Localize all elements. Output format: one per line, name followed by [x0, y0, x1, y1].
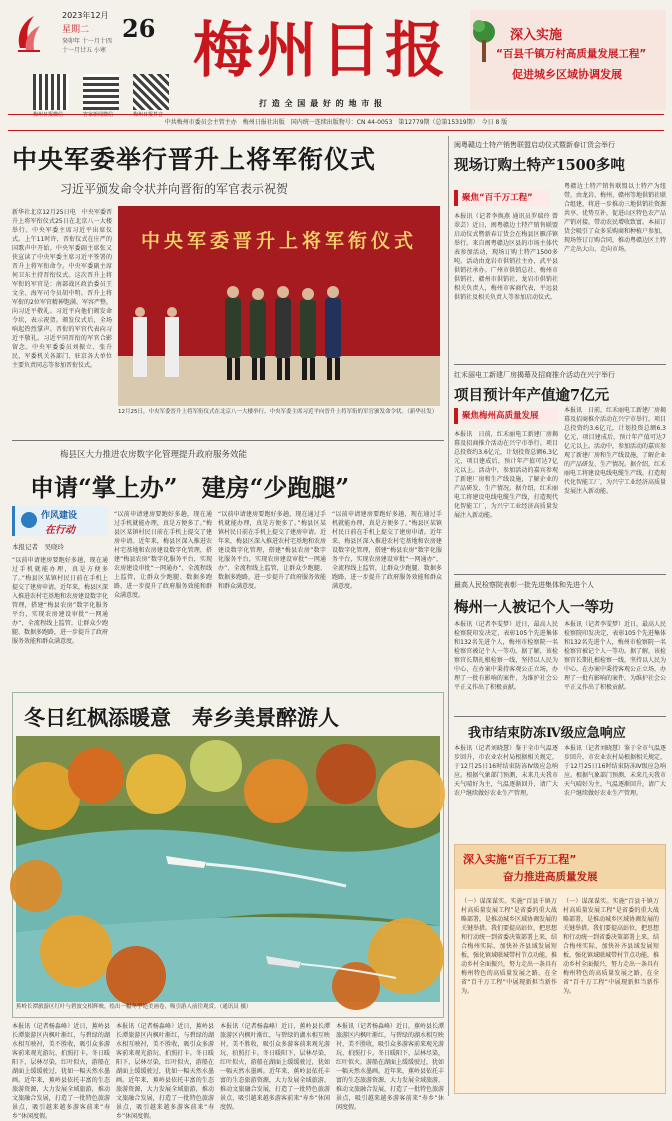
- mid-headline[interactable]: 申请“掌上办” 建房“少跑腿”: [30, 473, 350, 502]
- section-tag: 聚焦“百千万工程”: [454, 190, 550, 206]
- right2-kicker: 红禾丽电工新建厂房揭幕及招商推介活动在兴宁举行: [454, 371, 615, 379]
- photo-feature-headline[interactable]: 冬日红枫添暖意 寿乡美景醉游人: [24, 705, 339, 730]
- right3-kicker: 最高人民检察院表彰一批先进集体和先进个人: [454, 581, 594, 589]
- right1-body-col2: 粤赣边土特产销售联盟以土特产为纽带，由龙岩、梅州、赣州等地供销社联合组建，将进一步推动三地供销社资源共享、优势互补，促进山区特色农产品产销对接，带动农民增收致富。本届订货会吸引了众多采购商和种植户参加，现场签订订购合同，推动粤赣边区土特产走出大山、走向市场。: [564, 183, 667, 253]
- date-panel: [48, 10, 158, 66]
- day-number: 26: [122, 14, 156, 43]
- mid-body-col4: “以前申请建房要跑好多趟，现在通过手机就能办理，真是方便多了。”梅县区某镇村民日前在手机上提交了建房申请。近年来，梅县区深入推进农村宅基地和农房建设数字化管理，搭建“梅县农房”数字化服务平台，实现农房建设审批“一网通办”、全流程线上监管，让群众少跑腿、数据多跑路，进一步提升了政府服务效能和群众满意度。: [332, 511, 442, 590]
- mid-body-col3: “以前申请建房要跑好多趟，现在通过手机就能办理，真是方便多了。”梅县区某镇村民日前在手机上提交了建房申请。近年来，梅县区深入推进农村宅基地和农房建设数字化管理，搭建“梅县农房”数字化服务平台，实现农房建设审批“一网通办”、全流程线上监管，让群众少跑腿、数据多跑路，进一步提升了政府服务效能和群众满意度。: [218, 511, 327, 590]
- newspaper-title: 梅州日报: [193, 16, 449, 86]
- ceremony-photo: [118, 206, 440, 406]
- lead-body-text: 新华社北京12月25日电 中央军委晋升上将军衔仪式25日在北京八一大楼举行。中央军委主席习近平出席仪式。上午11时许，晋衔仪式在庄严的国歌声中开始。中央军委副主席张又侠宣读了中央军委主席习近平签署的晋升上将军衔命令。中央军委副主席何卫东主持晋衔仪式。这次晋升上将军衔的军官是：南部战区政治委员王文全、海军司令员胡中明。晋升上将军衔的2位军官精神饱满、军容严整，向习近平敬礼。习近平向他们颁发命令状，表示祝贺。颁发仪式后，全场响起热烈掌声。晋衔的军官代表向习近平敬礼。习近平同晋衔的军官合影留念。中央军委委员刘振立、张升民，军委机关各部门、驻京各大单位主要负责同志等参加晋衔仪式。: [12, 209, 112, 369]
- section-tag: 聚焦梅州高质量发展: [454, 408, 558, 424]
- right2-body-col2: 本报讯 日前，红禾丽电工新建厂房揭幕及招商推介活动在兴宁市举行。项目总投资约3.6亿元，计划投资总额6.3亿元，项目建成后，预计年产值可达7亿元以上。活动中，参加活动的嘉宾参观了新建厂房和生产线设施，了解企业的产品研发、生产情况。据介绍，红禾丽电工将建设电线电缆生产线，打造现代化智能工厂，为兴宁工业经济高质量发展注入新动能。: [564, 407, 667, 495]
- right3-headline[interactable]: 梅州一人被记个人一等功: [454, 599, 614, 616]
- solar-term: 十一月廿五 小寒: [62, 47, 106, 54]
- campaign-badge-icon: [21, 512, 37, 528]
- right1-headline[interactable]: 现场订购土特产1500多吨: [454, 157, 625, 174]
- honor-guard: [122, 302, 192, 386]
- right1-body-col1: 本报讯（记者李焕燕 通讯员罗瑞玲 曾翠芸）近日，闽粤赣边土特产销售联盟启动仪式暨新春订货会在梅县区雁洋镇举行。来自闽粤赣边区县的市场主体代表参加活动，现场订购土特产1500多吨。活动由龙岩市供销社主办，武平县供销社承办。广州市供销总社、梅州市供销社、赣州市供销社、龙岩市供销社相关负责人，梅州市客商代表，平远县供销社及相关负责人等参加启动仪式。: [454, 213, 558, 301]
- right4-body-col1: 本报讯（记者刘晓慧）鉴于全市气温逐步回升，市农业农村局根据相关规定，于12月25日16时结束防冻Ⅳ级应急响应。根据气象部门预测，未来几天我市天气晴好为主，气温逐渐回升，请广大农户继续做好农业生产管理。: [454, 745, 558, 797]
- right3-body-col2: 本报讯（记者李雯梦）近日，最高人民检察院印发决定，表彰105个先进集体和132名先进个人，梅州市检察院一名检察官被记个人一等功。据了解，该检察官长期扎根检察一线，坚持以人民为中心，在办案中秉持客观公正立场，办理了一批有影响的案件，为维护社会公平正义作出了积极贡献。: [564, 621, 667, 691]
- qr-code-icon[interactable]: [83, 74, 119, 110]
- newspaper-logo: [14, 8, 44, 58]
- campaign-tag-2: 在行动: [45, 525, 75, 536]
- mid-byline: 本报记者 吴晓玲: [12, 543, 64, 551]
- newspaper-slogan: 打 造 全 国 最 好 的 地 市 报: [258, 99, 384, 108]
- date-line: 2023年12月: [62, 11, 109, 20]
- publication-info: 中共梅州市委员会主管主办 梅州日报社出版 国内统一连续出版物号：CN 44-0053 第12779期（总第15319期） 今日 8 版: [8, 114, 664, 130]
- photo-feature-body-col4: 本报讯（记者杨淼峰）近日，蕉岭县长潭旅游区内枫叶渐红，与碧绿的湖水相互映衬，美不胜收，吸引众多游客前来观光游玩、拍照打卡。冬日暖阳下，层林尽染，红叶似火，游船在湖面上缓缓驶过，犹如一幅天然水墨画。近年来，蕉岭县依托丰富的生态旅游资源，大力发展全域旅游，推动文旅融合发展，打造了一批特色旅游景点，吸引越来越多游客前来“寿乡”休闲度假。: [336, 1023, 445, 1111]
- qr-label: 梅州日报抖音: [133, 112, 164, 118]
- promo-banner: [470, 10, 666, 110]
- lead-subheadline: 习近平颁发命令状并向晋衔的军官表示祝贺: [60, 182, 289, 196]
- weekday: 星期二: [62, 25, 90, 35]
- mid-body-col2: “以前申请建房要跑好多趟，现在通过手机就能办理，真是方便多了。”梅县区某镇村民日前在手机上提交了建房申请。近年来，梅县区深入推进农村宅基地和农房建设数字化管理，搭建“梅县农房”数字化服务平台，实现农房建设审批“一网通办”、全流程线上监管，让群众少跑腿、数据多跑路，进一步提升了政府服务效能和群众满意度。: [114, 511, 212, 599]
- ceremony-photo-caption: 12月25日，中央军委晋升上将军衔仪式在北京八一大楼举行。中央军委主席习近平向晋升上将军衔的军官颁发命令状。（新华社发）: [118, 409, 438, 415]
- lunar-date: 癸卯年 十一月十四: [62, 38, 112, 45]
- ceremony-banner-text: 中央军委晋升上将军衔仪式: [140, 230, 417, 252]
- photo-feature-caption: 蕉岭长潭旅游区红叶与碧波交相辉映，绘出一幅冬季绝美画卷，吸引游人前往观赏。（通讯员 摄）: [16, 1004, 252, 1010]
- qr-code-icon[interactable]: [33, 74, 69, 110]
- photo-feature-body-col1: 本报讯（记者杨淼峰）近日，蕉岭县长潭旅游区内枫叶渐红，与碧绿的湖水相互映衬，美不胜收，吸引众多游客前来观光游玩、拍照打卡。冬日暖阳下，层林尽染，红叶似火，游船在湖面上缓缓驶过，犹如一幅天然水墨画。近年来，蕉岭县依托丰富的生态旅游资源，大力发展全域旅游，推动文旅融合发展，打造了一批特色旅游景点，吸引越来越多游客前来“寿乡”休闲度假。: [12, 1023, 110, 1120]
- right3-body-col1: 本报讯（记者李雯梦）近日，最高人民检察院印发决定，表彰105个先进集体和132名先进个人，梅州市检察院一名检察官被记个人一等功。据了解，该检察官长期扎根检察一线，坚持以人民为中心，在办案中秉持客观公正立场，办理了一批有影响的案件，为维护社会公平正义作出了积极贡献。: [454, 621, 558, 691]
- right4-headline[interactable]: 我市结束防冻Ⅳ级应急响应: [468, 726, 626, 741]
- qr-code-row: [33, 74, 183, 116]
- mid-kicker: 梅县区大力推进农房数字化管理提升政府服务效能: [60, 450, 248, 460]
- commentary-box: [454, 844, 666, 1094]
- right2-headline[interactable]: 项目预计年产值逾7亿元: [454, 387, 610, 404]
- campaign-tag-1: 作风建设: [41, 511, 78, 521]
- commentary-body-col2: （一）谋深谋实。实施“百县千镇万村高质量发展工程”是省委的重大战略部署，是推动城乡区域协调发展的关键举措。我们要提高站位，把思想和行动统一到省委决策部署上来，结合梅州实际，加快补齐县域发展短板，强化镇域联城带村节点功能，推动乡村全面振兴，努力走出一条具有梅州特色的高质量发展之路，在全省“百千万工程”中展现新担当新作为。: [563, 898, 660, 995]
- officers-group: [193, 278, 373, 386]
- qr-label: 梅州日报微信: [33, 112, 64, 118]
- right4-body-col2: 本报讯（记者刘晓慧）鉴于全市气温逐步回升，市农业农村局根据相关规定，于12月25日16时结束防冻Ⅳ级应急响应。根据气象部门预测，未来几天我市天气晴好为主，气温逐渐回升，请广大农户继续做好农业生产管理。: [564, 745, 667, 797]
- mid-body-col1: “以前申请建房要跑好多趟，现在通过手机就能办理，真是方便多了。”梅县区某镇村民日前在手机上提交了建房申请。近年来，梅县区深入推进农村宅基地和农房建设数字化管理，搭建“梅县农房”数字化服务平台，实现农房建设审批“一网通办”、全流程线上监管，让群众少跑腿、数据多跑路，进一步提升了政府服务效能和群众满意度。: [12, 557, 109, 645]
- photo-feature-body-col3: 本报讯（记者杨淼峰）近日，蕉岭县长潭旅游区内枫叶渐红，与碧绿的湖水相互映衬，美不胜收，吸引众多游客前来观光游玩、拍照打卡。冬日暖阳下，层林尽染，红叶似火，游船在湖面上缓缓驶过，犹如一幅天然水墨画。近年来，蕉岭县依托丰富的生态旅游资源，大力发展全域旅游，推动文旅融合发展，打造了一批特色旅游景点，吸引越来越多游客前来“寿乡”休闲度假。: [220, 1023, 330, 1111]
- maple-lake-photo: [16, 736, 440, 1002]
- photo-feature-body-col2: 本报讯（记者杨淼峰）近日，蕉岭县长潭旅游区内枫叶渐红，与碧绿的湖水相互映衬，美不胜收，吸引众多游客前来观光游玩、拍照打卡。冬日暖阳下，层林尽染，红叶似火，游船在湖面上缓缓驶过，犹如一幅天然水墨画。近年来，蕉岭县依托丰富的生态旅游资源，大力发展全域旅游，推动文旅融合发展，打造了一批特色旅游景点，吸引越来越多游客前来“寿乡”休闲度假。: [116, 1023, 214, 1120]
- commentary-line-1: 深入实施“百千万工程”: [463, 853, 577, 866]
- right2-body-col1: 本报讯 日前，红禾丽电工新建厂房揭幕及招商推介活动在兴宁市举行。项目总投资约3.6亿元，计划投资总额6.3亿元，项目建成后，预计年产值可达7亿元以上。活动中，参加活动的嘉宾参观了新建厂房和生产线设施，了解企业的产品研发、生产情况。据介绍，红禾丽电工将建设电线电缆生产线，打造现代化智能工厂，为兴宁工业经济高质量发展注入新动能。: [454, 431, 558, 519]
- right1-kicker: 闽粤赣边土特产销售联盟启动仪式暨新春订货会举行: [454, 141, 615, 149]
- lead-headline[interactable]: 中央军委举行晋升上将军衔仪式: [12, 145, 377, 174]
- commentary-body-col1: （一）谋深谋实。实施“百县千镇万村高质量发展工程”是省委的重大战略部署，是推动城乡区域协调发展的关键举措。我们要提高站位，把思想和行动统一到省委决策部署上来，结合梅州实际，加快补齐县域发展短板，强化镇域联城带村节点功能，推动乡村全面振兴，努力走出一条具有梅州特色的高质量发展之路，在全省“百千万工程”中展现新担当新作为。: [461, 898, 558, 995]
- qr-label: 客家新闻微信: [83, 112, 114, 118]
- promo-line-1: 深入实施: [510, 28, 563, 43]
- promo-line-2: “百县千镇万村高质量发展工程”: [496, 48, 647, 60]
- campaign-logo: [12, 506, 108, 536]
- tree-emblem-icon: [470, 10, 498, 80]
- commentary-line-2: 奋力推进高质量发展: [503, 871, 598, 883]
- qr-code-icon[interactable]: [133, 74, 169, 110]
- promo-line-3: 促进城乡区域协调发展: [512, 68, 622, 81]
